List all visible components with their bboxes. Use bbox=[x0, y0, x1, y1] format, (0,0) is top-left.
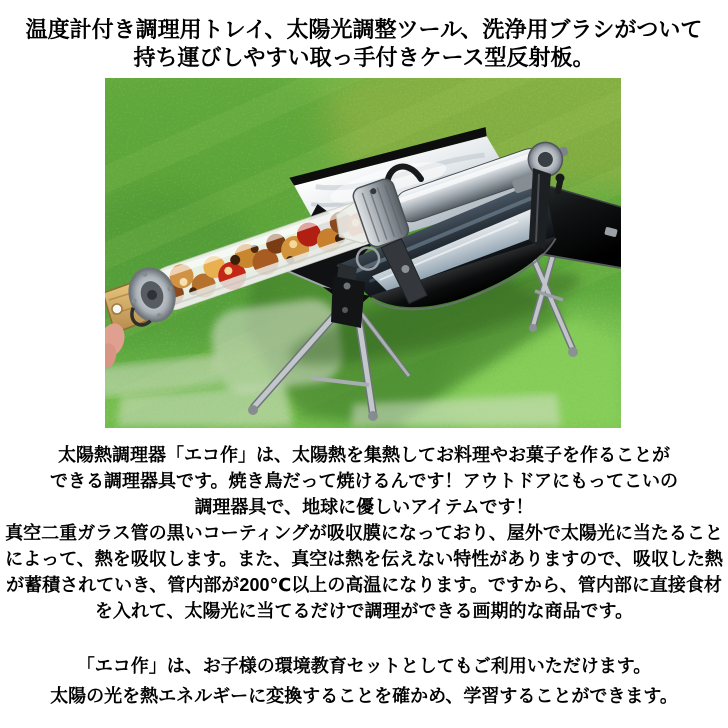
education-paragraph bbox=[0, 651, 728, 711]
paragraph-line: 調理器具で、地球に優しいアイテムです！ bbox=[194, 497, 534, 517]
paragraph-line: が蓄積されていき、管内部が200℃以上の高温になります。ですから、管内部に直接食材 bbox=[6, 575, 722, 595]
paragraph-line: 「エコ作」は、お子様の環境教育セットとしてもご利用いただけます。 bbox=[76, 656, 652, 676]
headline-line-1: 温度計付き調理用トレイ、太陽光調整ツール、洗浄用ブラシがついて bbox=[25, 17, 703, 42]
paragraph-line: できる調理器具です。焼き鳥だって焼けるんです！アウトドアにもってこいの bbox=[49, 471, 679, 491]
description-paragraphs bbox=[0, 442, 728, 624]
product-photo bbox=[105, 78, 621, 428]
paragraph-line: 太陽の光を熱エネルギーに変換することを確かめ、学習することができます。 bbox=[50, 686, 678, 706]
page-title bbox=[0, 16, 728, 72]
paragraph-line: によって、熱を吸収します。また、真空は熱を伝えない特性がありますので、吸収した熱 bbox=[5, 549, 723, 569]
paragraph-line: 真空二重ガラス管の黒いコーティングが吸収膜になっており、屋外で太陽光に当たること bbox=[5, 523, 723, 543]
paragraph-line: を入れて、太陽光に当てるだけで調理ができる画期的な商品です。 bbox=[94, 601, 634, 621]
table-knob bbox=[556, 174, 565, 183]
headline-line-2: 持ち運びしやすい取っ手付きケース型反射板。 bbox=[133, 45, 595, 70]
paragraph-line: 太陽熱調理器「エコ作」は、太陽熱を集熱してお料理やお菓子を作ることが bbox=[58, 445, 670, 465]
